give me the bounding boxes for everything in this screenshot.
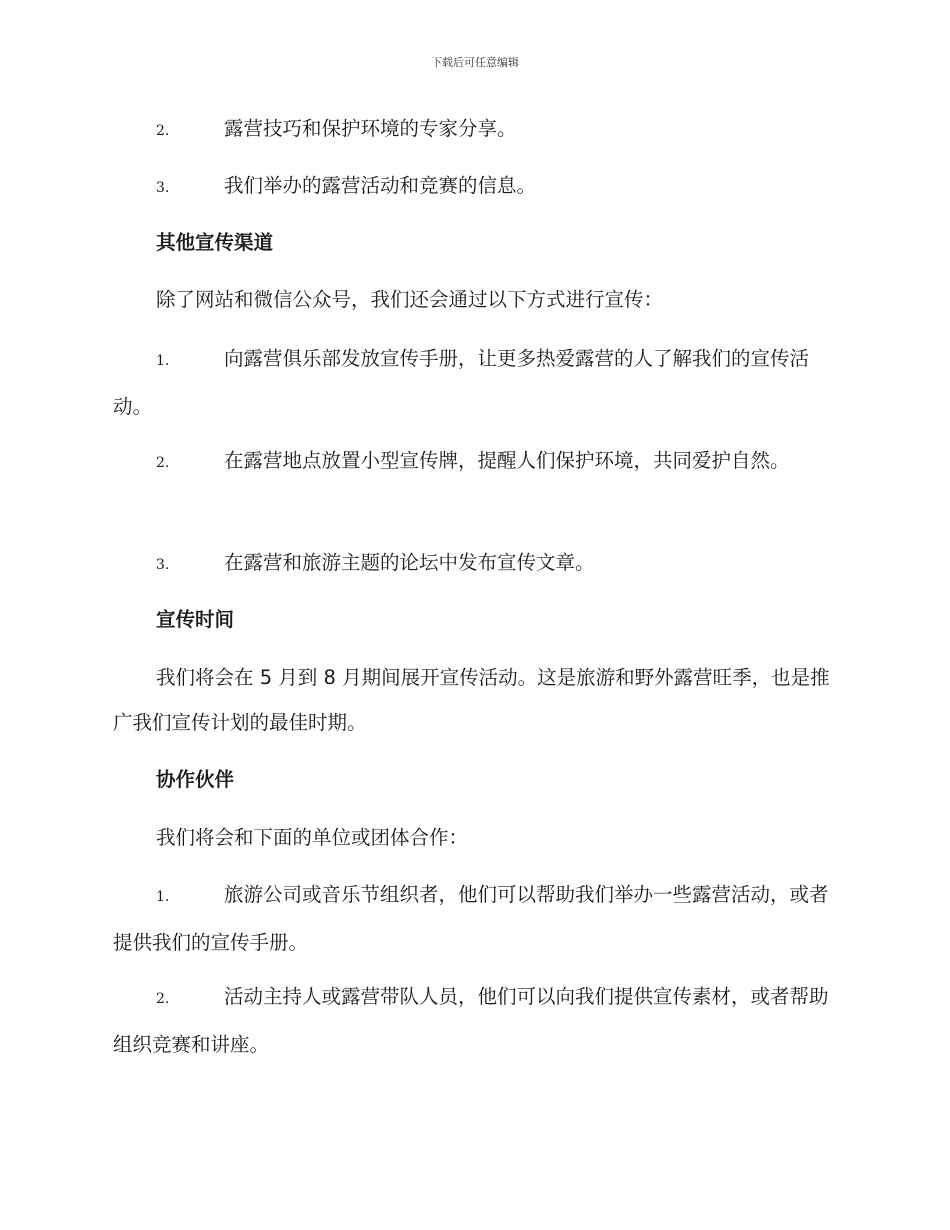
list-item	[113, 336, 838, 429]
list-item	[113, 163, 838, 211]
list-item	[113, 540, 838, 588]
list-number: 3.	[156, 180, 170, 196]
section-heading-partners: 协作伙伴	[156, 768, 235, 791]
list-text: 露营技巧和保护环境的专家分享。	[224, 117, 517, 140]
list-text: 在露营地点放置小型宣传牌，提醒人们保护环境，共同爱护自然。	[224, 449, 790, 472]
list-item	[113, 106, 838, 154]
page-header: 下载后可任意编辑	[431, 56, 519, 69]
list-text: 活动主持人或露营带队人员，他们可以向我们提供宣传素材，或者帮助组织竞赛和讲座。	[113, 985, 829, 1056]
list-number: 2.	[156, 455, 170, 471]
list-item	[113, 974, 838, 1067]
section-heading-time: 宣传时间	[156, 608, 235, 631]
section-heading-other-channels: 其他宣传渠道	[156, 231, 274, 254]
list-text: 向露营俱乐部发放宣传手册，让更多热爱露营的人了解我们的宣传活动。	[113, 347, 810, 418]
list-number: 1.	[156, 353, 170, 369]
paragraph-other-intro: 除了网站和微信公众号，我们还会通过以下方式进行宣传：	[156, 288, 664, 311]
list-number: 3.	[156, 557, 170, 573]
list-text: 在露营和旅游主题的论坛中发布宣传文章。	[224, 551, 595, 574]
list-item	[113, 438, 838, 486]
list-item	[113, 872, 838, 965]
list-number: 1.	[156, 889, 170, 905]
list-text: 旅游公司或音乐节组织者，他们可以帮助我们举办一些露营活动，或者提供我们的宣传手册。	[113, 883, 829, 954]
paragraph-partners-intro: 我们将会和下面的单位或团体合作：	[156, 826, 469, 849]
list-number: 2.	[156, 991, 170, 1007]
paragraph-time: 我们将会在 5 月到 8 月期间展开宣传活动。这是旅游和野外露营旺季，也是推广我们宣传计划的最佳时期。	[113, 666, 830, 734]
list-number: 2.	[156, 123, 170, 139]
list-text: 我们举办的露营活动和竞赛的信息。	[224, 174, 537, 197]
